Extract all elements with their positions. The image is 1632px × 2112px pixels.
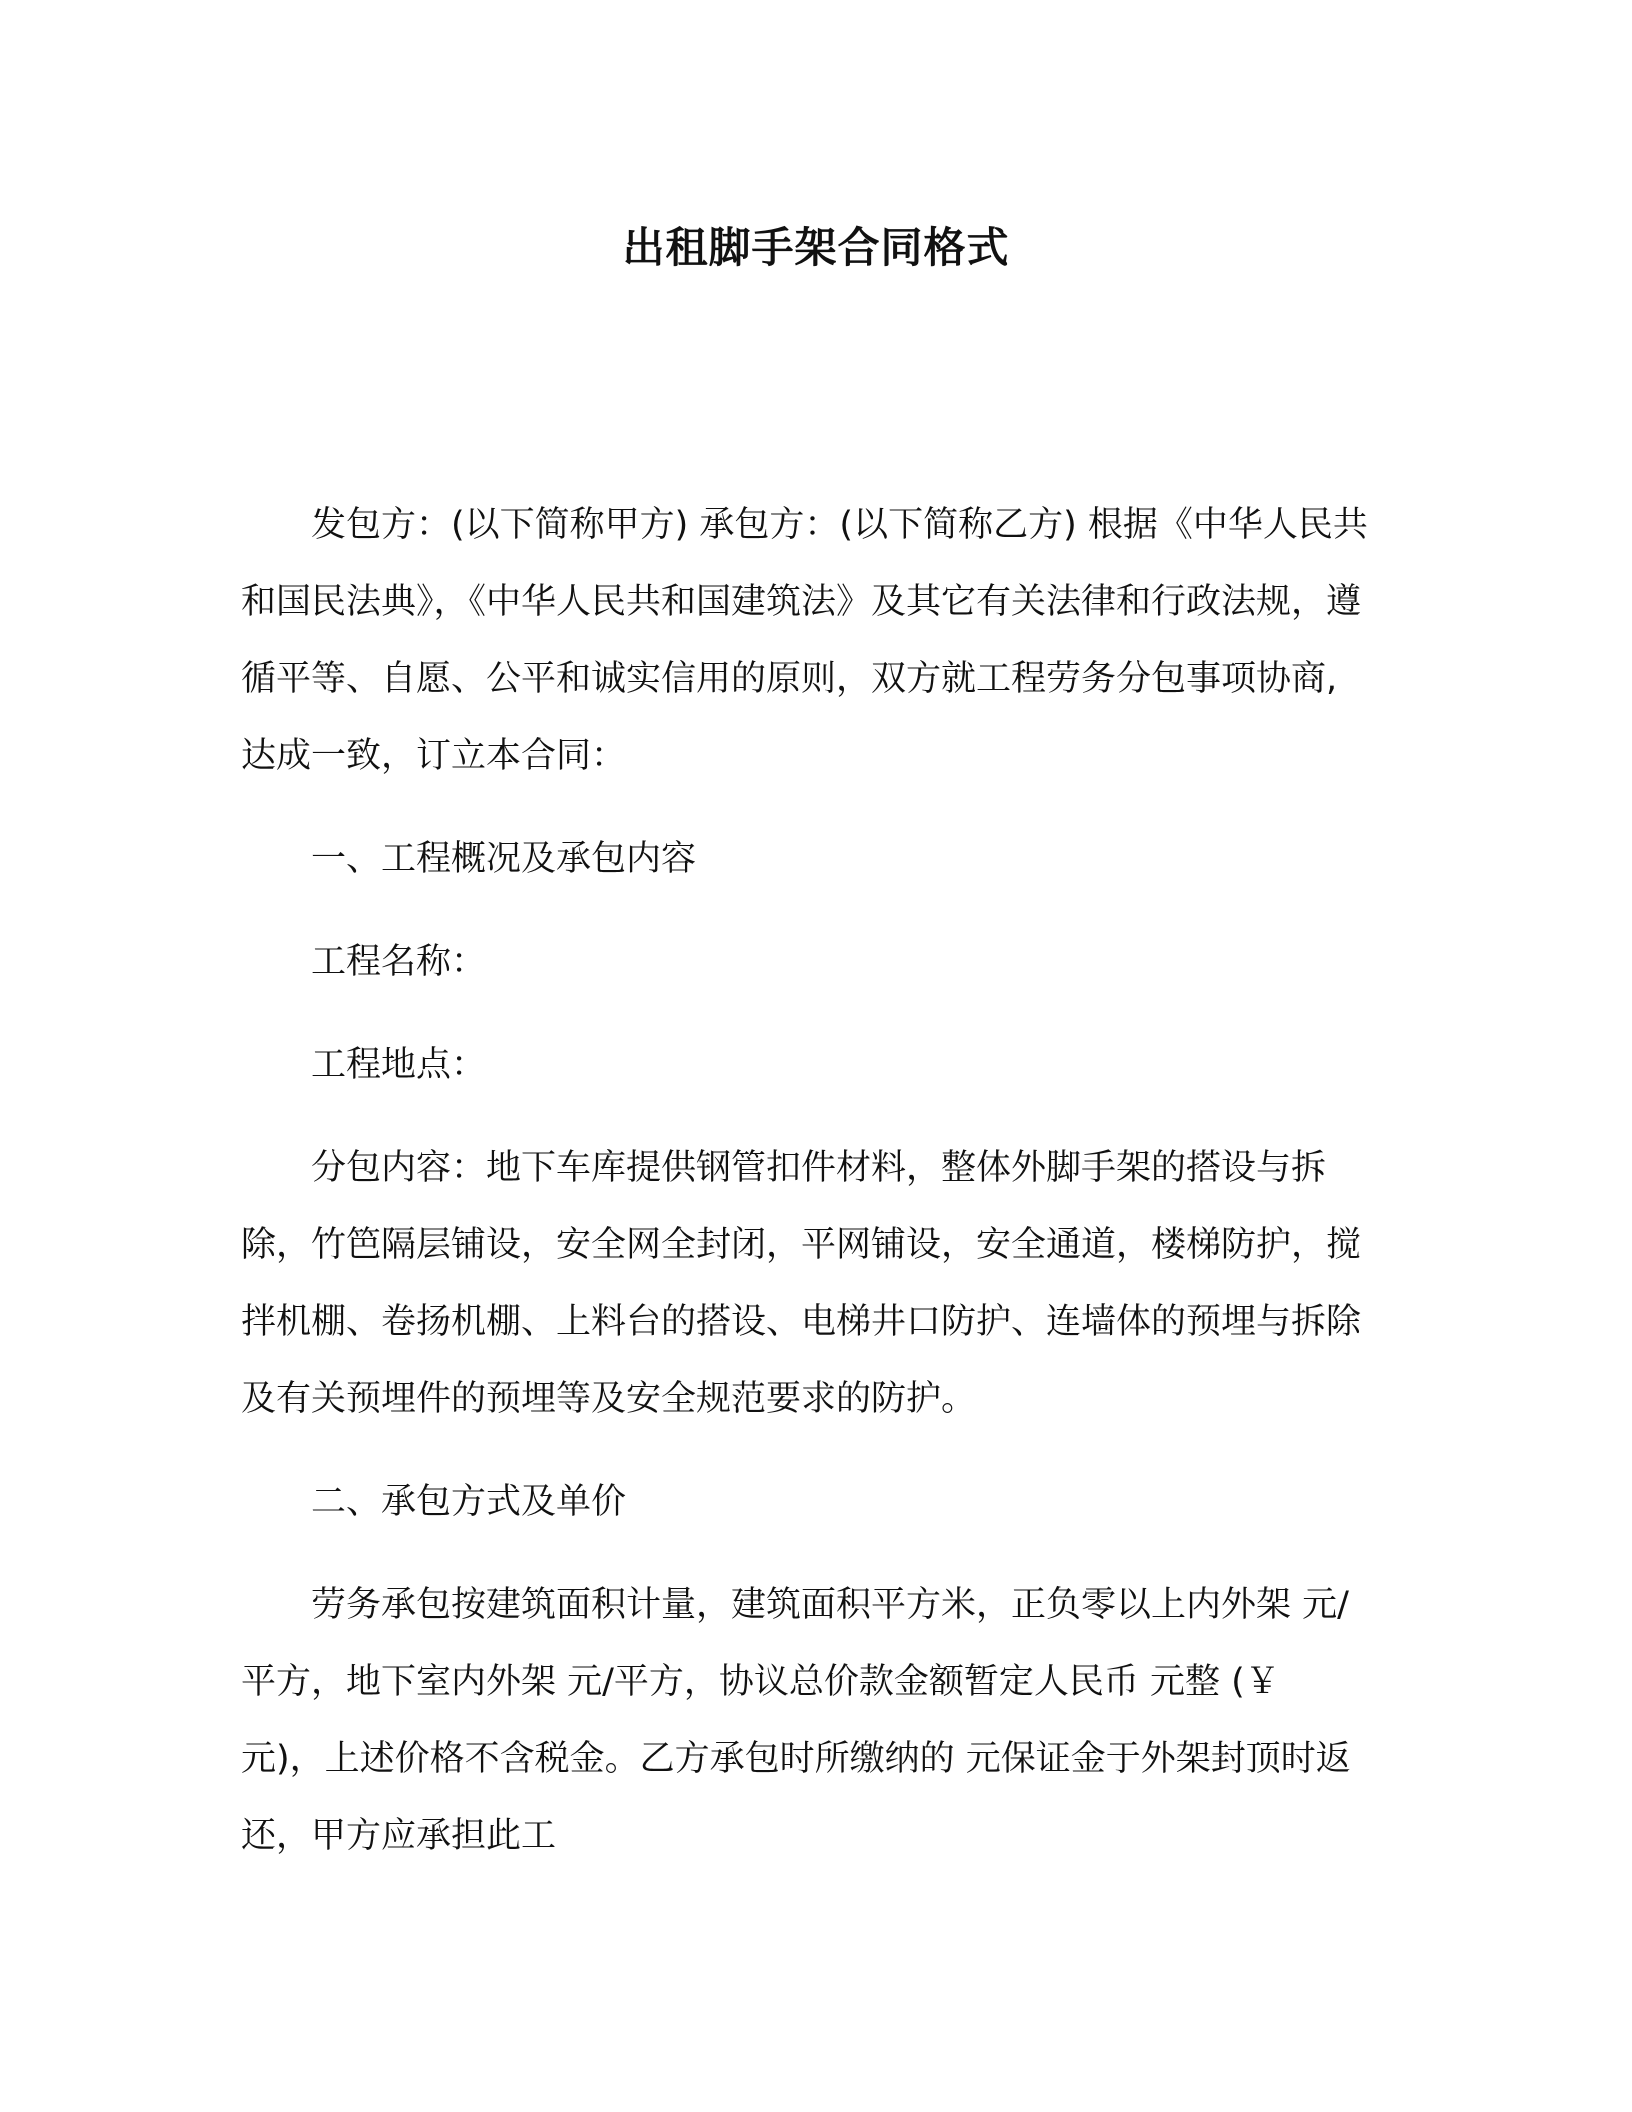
project-location-field: 工程地点：	[311, 1045, 487, 1085]
document-title: 出租脚手架合同格式	[622, 223, 1010, 272]
paragraph-pricing: 劳务承包按建筑面积计量，建筑面积平方米，正负零以上内外架 元/平方，地下室内外架 元/平方，协议总价款金额暂定人民币 元整 (￥ 元)，上述价格不含税金。乙方承包时所缴纳的 元保证金于外架封顶时返还，甲方应承担此工	[241, 1585, 1351, 1856]
section-heading-1: 一、工程概况及承包内容	[311, 839, 697, 879]
paragraph-scope: 分包内容：地下车库提供钢管扣件材料，整体外脚手架的搭设与拆除，竹笆隔层铺设，安全网全封闭，平网铺设，安全通道，楼梯防护，搅拌机棚、卷扬机棚、上料台的搭设、电梯井口防护、连墙体的预埋与拆除及有关预埋件的预埋等及安全规范要求的防护。	[241, 1148, 1362, 1419]
paragraph-preamble: 发包方：(以下简称甲方) 承包方：(以下简称乙方) 根据《中华人民共和国民法典》，《中华人民共和国建筑法》及其它有关法律和行政法规，遵循平等、自愿、公平和诚实信用的原则，双方就工程劳务分包事项协商,达成一致，订立本合同：	[241, 505, 1368, 776]
document-body	[241, 487, 1371, 1901]
section-heading-2: 二、承包方式及单价	[311, 1482, 627, 1522]
project-name-field: 工程名称：	[311, 942, 487, 982]
